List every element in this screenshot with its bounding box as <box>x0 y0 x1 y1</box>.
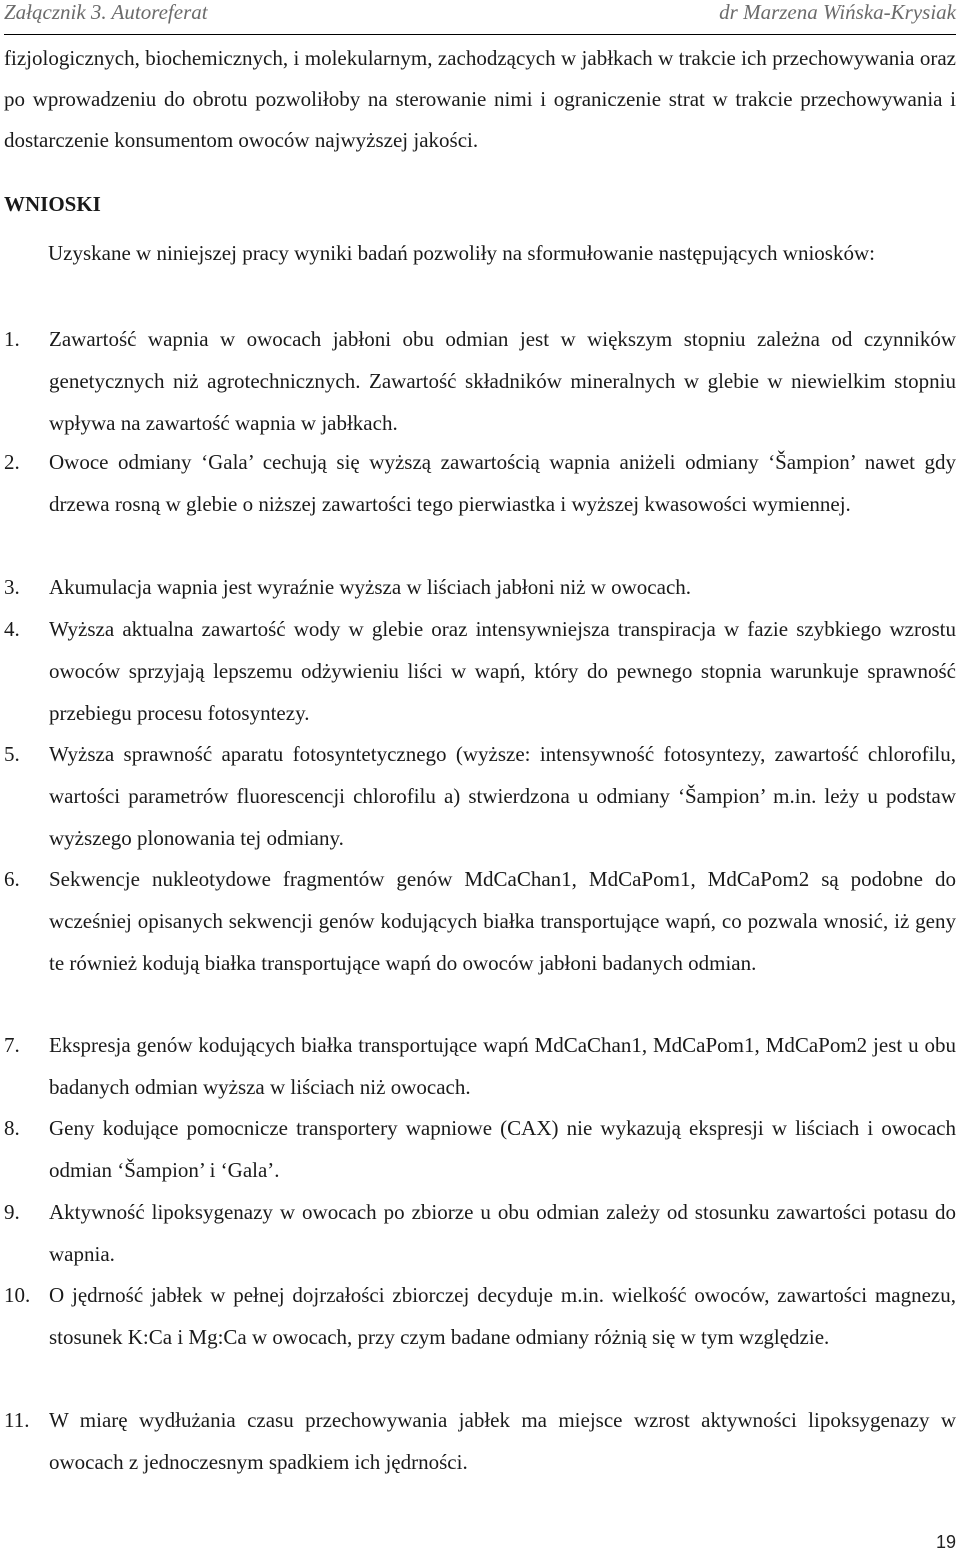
list-item <box>4 441 956 525</box>
item-number: 4. <box>4 617 20 641</box>
item-text: Wyższa aktualna zawartość wody w glebie oraz intensywniejsza transpiracja w fazie szybkiego wzrostu owoców sprzyjają lepszemu odżywieniu liści w wapń, który do pewnego stopnia warunkuje sprawność przebiegu procesu fotosyntezy. <box>49 617 956 725</box>
section-heading: WNIOSKI <box>4 192 101 216</box>
item-text: Ekspresja genów kodujących białka transportujące wapń MdCaChan1, MdCaPom1, MdCaPom2 jest u obu badanych odmian wyższa w liściach niż owocach. <box>49 1033 956 1099</box>
item-number: 1. <box>4 327 20 351</box>
item-number: 9. <box>4 1200 20 1224</box>
item-text: Wyższa sprawność aparatu fotosyntetycznego (wyższe: intensywność fotosyntezy, zawartość chlorofilu, wartości parametrów fluorescencji chlorofilu a) stwierdzona u odmiany ‘Šampion’ m.in. leży u podstaw wyższego plonowania tej odmiany. <box>49 742 956 850</box>
list-item <box>4 1107 956 1191</box>
item-text: Geny kodujące pomocnicze transportery wapniowe (CAX) nie wykazują ekspresji w liściach i owocach odmian ‘Šampion’ i ‘Gala’. <box>49 1116 956 1182</box>
item-number: 6. <box>4 867 20 891</box>
list-item <box>4 1024 956 1108</box>
item-number: 10. <box>4 1283 31 1307</box>
section-intro: Uzyskane w niniejszej pracy wyniki badań pozwoliły na sformułowanie następujących wniosków: <box>48 241 875 265</box>
item-number: 7. <box>4 1033 20 1057</box>
intro-paragraph: fizjologicznych, biochemicznych, i molekularnym, zachodzących w jabłkach w trakcie ich przechowywania oraz po wprowadzeniu do obrotu pozwoliłoby na sterowanie nimi i ograniczenie strat w trakcie przechowywania i dostarczenie konsumentom owoców najwyższej jakości. <box>4 46 956 152</box>
item-text: Aktywność lipoksygenazy w owocach po zbiorze u obu odmian zależy od stosunku zawartości potasu do wapnia. <box>49 1200 956 1266</box>
page-header <box>4 0 956 35</box>
list-item <box>4 566 956 608</box>
list-item <box>4 1274 956 1358</box>
item-number: 2. <box>4 450 20 474</box>
item-text: Sekwencje nukleotydowe fragmentów genów MdCaChan1, MdCaPom1, MdCaPom2 są podobne do wcześniej opisanych sekwencji genów kodujących białka transportujące wapń, co pozwala wnosić, iż geny te również kodują białka transportujące wapń do owoców jabłoni badanych odmian. <box>49 867 956 975</box>
item-text: Zawartość wapnia w owocach jabłoni obu odmian jest w większym stopniu zależna od czynników genetycznych niż agrotechnicznych. Zawartość składników mineralnych w glebie w niewielkim stopniu wpływa na zawartość wapnia w jabłkach. <box>49 327 956 435</box>
item-text: Owoce odmiany ‘Gala’ cechują się wyższą zawartością wapnia aniżeli odmiany ‘Šampion’ nawet gdy drzewa rosną w glebie o niższej zawartości tego pierwiastka i wyższej kwasowości wymiennej. <box>49 450 956 516</box>
list-item <box>4 318 956 444</box>
header-title: Załącznik 3. Autoreferat <box>4 0 208 24</box>
item-text: W miarę wydłużania czasu przechowywania jabłek ma miejsce wzrost aktywności lipoksygenazy w owocach z jednoczesnym spadkiem ich jędrności. <box>49 1408 956 1474</box>
item-number: 11. <box>4 1408 30 1432</box>
list-item <box>4 733 956 859</box>
item-number: 5. <box>4 742 20 766</box>
list-item <box>4 1191 956 1275</box>
item-text: O jędrność jabłek w pełnej dojrzałości zbiorczej decyduje m.in. wielkość owoców, zawartości magnezu, stosunek K:Ca i Mg:Ca w owocach, przy czym badane odmiany różnią się w tym względzie. <box>49 1283 956 1349</box>
page-number: 19 <box>935 1532 956 1552</box>
list-item <box>4 1399 956 1483</box>
list-item <box>4 608 956 734</box>
item-number: 3. <box>4 575 20 599</box>
header-author: dr Marzena Wińska-Krysiak <box>719 0 956 24</box>
item-text: Akumulacja wapnia jest wyraźnie wyższa w liściach jabłoni niż w owocach. <box>49 575 692 599</box>
list-item <box>4 858 956 984</box>
item-number: 8. <box>4 1116 20 1140</box>
